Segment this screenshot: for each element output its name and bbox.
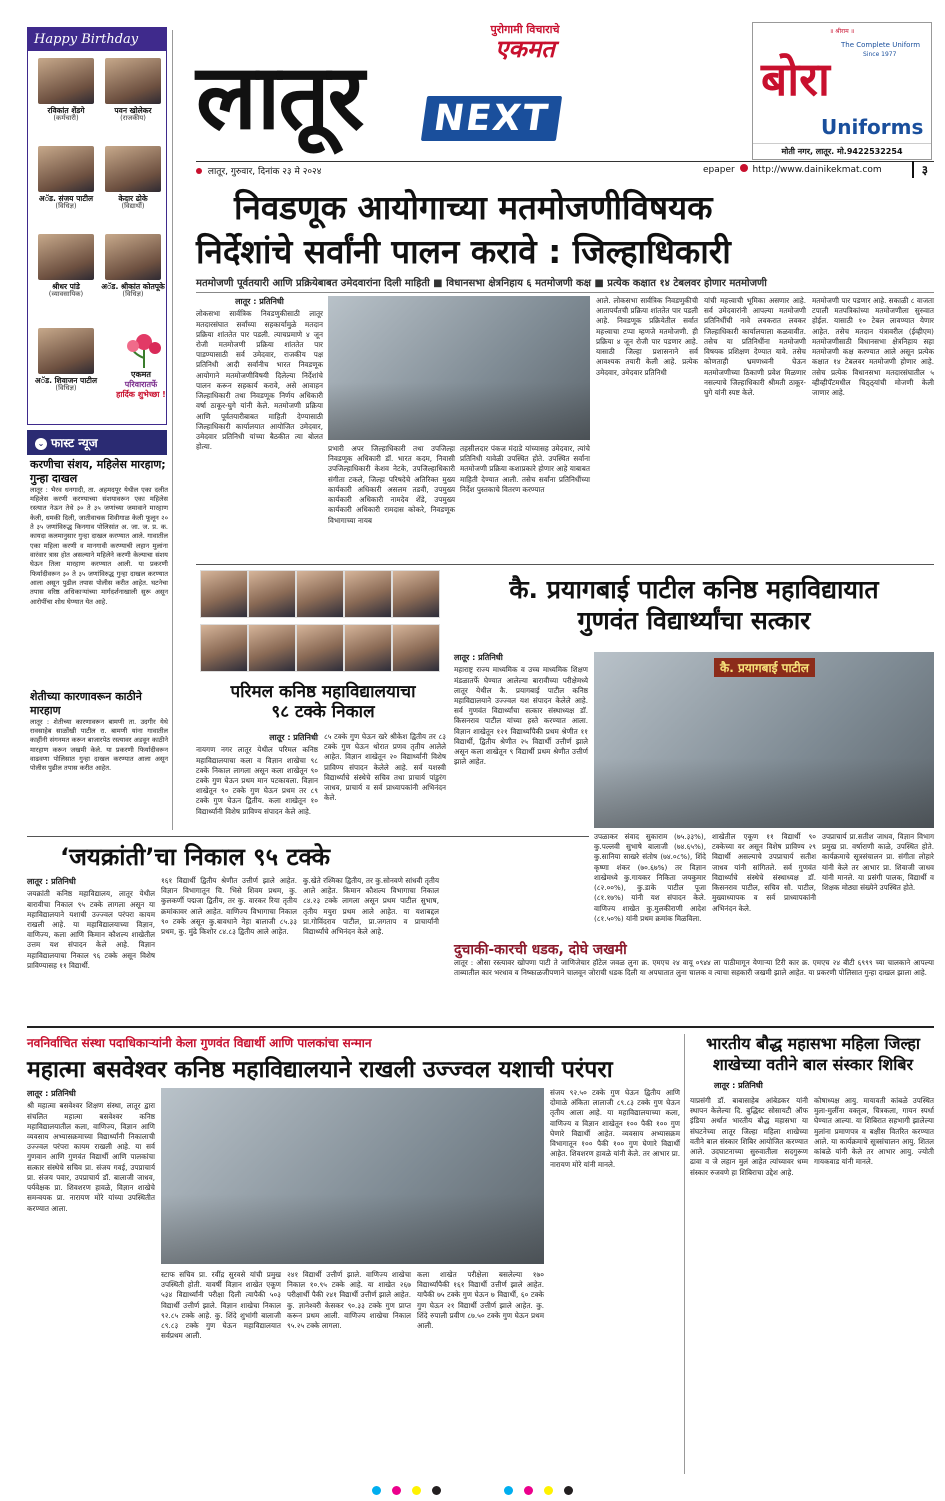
birthday-card (92, 234, 174, 298)
byline: लातूर : प्रतिनिधी (235, 297, 284, 306)
registration-dot (524, 1486, 533, 1495)
student-photo (200, 570, 248, 618)
news-body: लातूर : शेतीच्या कारणावरून बामणी ता. उदगीर येथे रावसाहेब साळोंखी पाटील रा. बामणी यांना गावातील काहींनी संगनमत करून बाजारपेठ रस्त्यावर अडवून काठीने मारहाण करून जखमी केले. या प्रकरणी फिर्यादीवरून वाढवणा पोलिसात गुन्हा दाखल करण्यात आला असून पोलीस पुढील तपास करीत आहेत. (30, 717, 168, 773)
column-divider (684, 1034, 685, 1474)
birthday-card (92, 146, 174, 210)
prayag-headline (454, 574, 934, 637)
wish-line: परिवारातर्फे (124, 380, 158, 389)
ad-top-text: ॥ श्रीराम ॥ (829, 28, 855, 35)
portrait-photo (38, 234, 94, 280)
lead-headline-2: निर्देशांचे सर्वांनी पालन करावे : जिल्हाधिकारी (196, 232, 731, 271)
date-bar (196, 161, 934, 177)
wish-line: हार्दिक शुभेच्छा ! (116, 390, 166, 399)
masthead-next: NEXT (421, 96, 562, 141)
mahatma-col-5: संजय ९२.५० टक्के गुण घेऊन द्वितीय आणि दोमाळे अंकिता लालाजी ८९.८३ टक्के गुण घेऊन तृतीय आला आहे. या महाविद्यालयाच्या कला, वाणिज्य व विज्ञान शाखेतून १०० पैकी १०० गुण घेणारे विद्यार्थी आहेत. व्यवसाय अभ्यासक्रम विभागातून १०० पैकी १०० गुण घेणारे विद्यार्थी आहेत. शिवशरण हावळे यांनी केले. तर आभार प्रा. नारायण मोरे यांनी मानले. (550, 1088, 680, 1169)
prayag-col-4: उपप्राचार्य प्रा.सतीश जाधव, विज्ञान विभाग प्रमुख प्रा. वर्षाराणी काळे, उपस्थित होते. कार्यक्रमाचे सूत्रसंचालन प्रा. संगीता लोहारे यांनी केले तर आभार प्रा. शिवाजी जाधव यांनी मानले. या प्रसंगी पालक, विद्यार्थी व शिक्षक मोठ्या संख्येने उपस्थित होते. (822, 832, 934, 893)
bora-uniforms-ad[interactable] (752, 22, 932, 160)
student-photo (248, 570, 296, 618)
student-photo (296, 570, 344, 618)
person-role: (व्यावसायिक) (48, 290, 84, 298)
globe-icon (740, 164, 748, 172)
article-text: जयक्रांती कनिष्ठ महाविद्यालय, लातूर येथील बारावीचा निकाल ९५ टक्के लागला असून या महाविद्यालयाने यशाची उज्ज्वल परंपरा कायम राखली आहे. या महाविद्यालयाच्या विज्ञान, वाणिज्य, कला आणि किमान कौशल्य शाखेतील उत्तम यश संपादन केले आहे. विज्ञान महाविद्यालयाचा निकाल ९६ टक्के असून विशेष प्राविण्यासह ११ विद्यार्थी. (27, 889, 155, 970)
headline-line: शाखेच्या वतीने बाल संस्कार शिबिर (712, 1054, 914, 1074)
ad-address: मोती नगर, लातूर. मो.9422532254 (753, 143, 931, 159)
registration-dot (564, 1486, 573, 1495)
headline-line: परिमल कनिष्ठ महाविद्यालयाचा (230, 682, 416, 702)
birthday-card (25, 328, 107, 392)
news-headline: शेतीच्या कारणावरून काठीने मारहाण (30, 690, 142, 717)
section-rule (27, 1026, 934, 1028)
chevron-down-icon: ⌄ (35, 438, 47, 450)
mahatma-kicker: नवनिर्वाचित संस्था पदाधिकाऱ्यांनी केला गुणवंत विद्यार्थी आणि पालकांचा सन्मान (27, 1036, 372, 1050)
wish-text (112, 370, 170, 400)
prayag-col-3: शाखेतील एकूण ११ विद्यार्थी ९० टक्केच्या वर असून विशेष प्राविण्य २९ विद्यार्थी असल्याचे उपप्राचार्य सतीश जाधव यांनी सांगितले. सर्व गुणवंत विद्यार्थ्यांचे संस्थेचे संस्थाध्यक्ष डॉ. किसनराव पाटील, सचिव सौ. पाटील, मुख्याध्यापक व सर्व प्राध्यापकांनी अभिनंदन केले. (712, 832, 816, 913)
birthday-card (92, 58, 174, 122)
mahatma-col-2: स्टाफ सचिव प्रा. रवींद्र सुरवसे यांची प्रमुख उपस्थिती होती. यावर्षी विज्ञान शाखेत एकूण ५३४ विद्यार्थ्यांनी परीक्षा दिली त्यापैकी ५०३ विद्यार्थी उत्तीर्ण झाले. विज्ञान शाखेचा निकाल ९२.८५ टक्के आहे. कु. शिंदे शुभांगी बालाजी ८९.८३ टक्के गुण घेऊन महाविद्यालयात सर्वप्रथम आली. (161, 1270, 281, 1341)
byline: लातूर : प्रतिनिधी (27, 1089, 76, 1098)
prayag-col-1 (454, 652, 588, 830)
masthead-title: लातूर (196, 44, 363, 150)
wish-line: एकमत (131, 370, 151, 379)
accident-headline: दुचाकी-कारची धडक, दोघे जखमी (454, 942, 627, 958)
student-portraits (196, 570, 442, 680)
student-photo (392, 624, 440, 672)
parimal-col-2: ८५ टक्के गुण घेऊन खरे श्रीकेश द्वितीय तर ८३ टक्के गुण घेऊन थोरात प्रणव तृतीय आलेले आहेत. विज्ञान शाखेतून २० विद्यार्थ्यांनी विशेष प्राविण्य संपादन केलेले आहे. सर्व यशस्वी विद्यार्थ्यांचे संस्थेचे सचिव तथा प्राचार्य पांडुरंग जाधव, प्राचार्य व सर्व प्राध्यापकांनी अभिनंदन केले. (324, 732, 446, 803)
ad-tagline: The Complete Uniform (841, 41, 921, 49)
epaper-link[interactable] (703, 164, 882, 175)
person-role: (विद्यार्थी) (121, 202, 145, 210)
portrait-photo (38, 328, 94, 374)
student-photo (296, 624, 344, 672)
student-photo (200, 624, 248, 672)
prayag-col-2: उपळाकर संवाद सुकाराम (७५.३३%), कु.पल्लवी सुभाषे बालाजी (७४.६५%), कु.सानिया साखरे संतोष (७४.०८%), शिंदे कृष्णा शंकर (७०.६७%) तर विज्ञान शाखेमध्ये कु.गायकर निकिता जयकुमार (८२.००%), कु.डाके पाटील पूजा (८१.१७%) यांनी यश संपादन केले. वाणिज्य शाखेत कु.मुलकीराणी आदेश (८१.५०%) यांनी प्रथम क्रमांक मिळविला. (594, 832, 706, 923)
ad-brand: बोरा (761, 52, 830, 106)
byline: लातूर : प्रतिनिधी (714, 1081, 763, 1090)
bauddha-headline (690, 1034, 936, 1076)
ad-since: Since 1977 (863, 51, 897, 58)
portrait-photo (38, 146, 94, 192)
registration-dot (432, 1486, 441, 1495)
person-name: पवन खोलेकर (114, 106, 152, 115)
student-photo (392, 570, 440, 618)
headline-line: गुणवंत विद्यार्थ्यांचा सत्कार (577, 606, 811, 636)
student-photo (344, 570, 392, 618)
url-text: http://www.dainikekmat.com (752, 165, 882, 175)
fast-news-item (30, 690, 168, 818)
mahatma-headline: महात्मा बसवेश्वर कनिष्ठ महाविद्यालयाने राखली उज्ज्वल यशाची परंपरा (27, 1057, 613, 1083)
portrait-photo (105, 58, 161, 104)
lead-col-2: प्रभारी अपर जिल्हाधिकारी तथा उपजिल्हा निवडणूक अधिकारी डॉ. भारत कदम, निवासी उपजिल्हाधिकारी केशव नेटके, उपजिल्हाधिकारी संगीता टकले, जिल्हा परिषदेचे अतिरिक्त मुख्य कार्यकारी अधिकारी असलम तडवी, उपमुख्य कार्यकारी अधिकारी नामदेव शेंडे, उपमुख्य कार्यकारी अधिकारी रामदास कोकरे, निवडणूक विभागाच्या नायब (328, 444, 455, 525)
article-text: श्री महात्मा बसवेश्वर शिक्षण संस्था, लातूर द्वारा संचलित महात्मा बसवेश्वर कनिष्ठ महाविद्यालयातील कला, वाणिज्य, विज्ञान आणि व्यवसाय अभ्यासक्रमाच्या विद्यार्थ्यांनी निकालाची उज्ज्वल परंपरा कायम राखली आहे. या सर्व गुणवान आणि गुणवंत विद्यार्थी आणि पालकांचा सत्कार संस्थेचे सचिव प्रा. संजय गवई, उपप्राचार्य प्रा. संजय पवार, उपप्राचार्य डॉ. बालाजी जाधव, पर्यवेक्षक प्रा. शिवशरण हावळे, विज्ञान शाखेचे समन्वयक प्रा. नारायण मोरे यांच्या उपस्थितीत करण्यात आला. (27, 1101, 155, 1213)
ad-brand-en: Uniforms (821, 115, 924, 139)
mahatma-col-3: २४१ विद्यार्थी उत्तीर्ण झाले. वाणिज्य शाखेचा निकाल १०.९५ टक्के आहे. या शाखेत २६७ परीक्षार्थी पैकी २४१ विद्यार्थी उत्तीर्ण झाले आहेत. कु. ज्ञानेश्वरी केसकर ९०.३३ टक्के गुण प्राप्त करून प्रथम आली. वाणिज्य शाखेचा निकाल ९५.२५ टक्के लागला. (287, 1270, 411, 1331)
lead-strap-rule (196, 292, 934, 293)
lead-headline-1: निवडणूक आयोगाच्या मतमोजणीविषयक (234, 188, 713, 227)
news-body: लातूर : भैरव धनगादी, ता. अहमदपूर येथील एका दलीत महिलेस करणी करण्याच्या संशयावरून एका महिलेस रस्त्यात नेऊन तेथे ३० ते ३५ जणांच्या जमावाने मारहाण केली, धमकी दिली, जातीवाचक शिवीगाळ केली फूलून २० ते ३५ जणांविरुद्ध किनगाव पोलिसांत अ. जा. ज. प्र. क. कायदा कलमानुसार गुन्हा दाखल करण्यात आले. गावातील एका महिला करणी व मानगावी करण्याची लहान मुलांना वारंवार त्रास होत असल्याने महिलेने करणी केल्याचा संशय घेऊन तिला मारहाण करण्यात आली. या प्रकरणी फिर्यादीवरून ३० ते ३५ जणांविरुद्ध गुन्हा दाखल करण्यात आला असून पुढील तपास पोलीस करीत आहेत. घटनेचा तपास वरिष्ठ अधिकाऱ्यांच्या मार्गदर्शनाखाली सुरू असून आरोपींचा शोध घेण्यात येत आहे. (30, 485, 168, 606)
registration-dot (544, 1486, 553, 1495)
lead-strap: मतमोजणी पूर्वतयारी आणि प्रक्रियेबाबत उमेदवारांना दिली माहिती ■ विधानसभा क्षेत्रनिहाय ६ मतमोजणी कक्ष ■ प्रत्येक कक्षात १४ टेबलवर होणार मतमोजणी (196, 278, 767, 289)
registration-dot (392, 1486, 401, 1495)
bauddha-col-2: कोषाध्यक्ष आयु. मायावती कांबळे उपस्थित मुला-मुलींना वक्तृत्व, चित्रकला, गायन स्पर्धा घेण्यात आल्या. या शिबिरात सहभागी झालेल्या मुलांना प्रमाणपत्र व बक्षीस वितरित करण्यात आले. या कार्यक्रमाचे सूत्रसंचालन आयु. शितल कांबळे यांनी केले तर आभार आयु. ज्योती गायकवाड यांनी मानले. (814, 1096, 934, 1167)
spacer (453, 1486, 493, 1495)
accident-body: लातूर : औसा रस्त्यावर खोपणा पाटी ते जाणिजेचार हॉटेल जवळ लुना क्र. एमएच २४ वायू ०९४४ ला पाठीमागून येणाऱ्या टिरी कार क्र. एमएच २४ बीटी ६९९९ च्या चालकाने आपल्या ताब्यातील कार भरधाव व निष्काळजीपणाने चालवून जोराची धडक दिली या अपघातात लुना चालक व त्याचा सहकारी जखमी झाले आहेत. या प्रकरणी पोलिसात गुन्हा दाखल झाला आहे. (454, 958, 934, 978)
person-name: रविकांत शेंडगे (47, 106, 85, 115)
portrait-photo (38, 58, 94, 104)
flower-icon (124, 328, 164, 368)
color-registration-marks (0, 1480, 945, 1499)
person-name: श्रीधर पांडे (52, 282, 80, 291)
student-photo (344, 624, 392, 672)
bauddha-col-1: याप्रसंगी डॉ. बाबासाहेब आंबेडकर यांनी स्थापन केलेल्या दि. बुद्धिस्ट सोसायटी ऑफ इंडिया अर्थात भारतीय बौद्ध महासभा या संघटनेच्या लातूर जिल्हा महिला शाखेच्या वतीने बाल संस्कार शिबिर आयोजित करण्यात आले. उदघाटनाच्या सुरुवातीला सदगुरूण ढावा व जे लहान मुलं आहेत त्यांच्यावर धम्म संस्कार रुजवणे हा शिबिराचा उद्देश आहे. (690, 1096, 808, 1177)
person-name: केदार ढोके (118, 194, 148, 203)
headline-line: कै. प्रयागबाई पाटील कनिष्ठ महाविद्यायात (509, 575, 879, 604)
dateline: लातूर, गुरुवार, दिनांक २३ मे २०२४ (207, 167, 322, 177)
fast-news-item (30, 458, 168, 708)
calendar-icon (196, 168, 202, 174)
byline: लातूर : प्रतिनिधी (27, 877, 76, 886)
section-rule (196, 564, 934, 565)
person-role: (विधिज्ञ) (55, 202, 77, 210)
parimal-headline (196, 682, 450, 723)
person-role: (कर्मचारी) (53, 114, 79, 122)
headline-line: भारतीय बौद्ध महासभा महिला जिल्हा (706, 1034, 920, 1053)
byline: लातूर : प्रतिनिधी (454, 653, 503, 662)
person-role: (विधिज्ञ) (122, 290, 144, 298)
fast-news-heading (27, 430, 167, 455)
registration-dot (504, 1486, 513, 1495)
byline: लातूर : प्रतिनिधी (269, 733, 318, 742)
article-text: महाराष्ट्र राज्य माध्यमिक व उच्च माध्यमिक शिक्षण मंडळातर्फे घेण्यात आलेल्या बारावीच्या परीक्षेमध्ये लातूर येथील कै. प्रयागबाई पाटील कनिष्ठ महाविद्यालयाने उज्ज्वल यश संपादन केलेले आहे. सर्व गुणवंत विद्यार्थ्यांचा सत्कार संस्थाध्यक्ष डॉ. किसनराव पाटील यांच्या हस्ते करण्यात आला. विज्ञान शाखेतून १२१ विद्यार्थ्यांपैकी प्रथम श्रेणीत ११ विद्यार्थी, द्वितीय श्रेणीत २५ विद्यार्थी उत्तीर्ण झाले असून कला शाखेतून ९ विद्यार्थी प्रथम श्रेणीत उत्तीर्ण झाले आहेत. (454, 665, 588, 767)
mahatma-col-4: कला शाखेत परीक्षेला बसलेल्या १७० विद्यार्थ्यांपैकी १६१ विद्यार्थी उत्तीर्ण झाले आहेत. यापैकी ७५ टक्के गुण घेऊन ७ विद्यार्थी, ६० टक्के गुण घेऊन २१ विद्यार्थी उत्तीर्ण झाले आहेत. कु. शिंदे रुपाली प्रवीण ८७.५० टक्के गुण घेऊन प्रथम आली. (417, 1270, 544, 1331)
masthead-paper-name: एकमत (495, 35, 555, 63)
person-name: अॅड. शिवाजन पाटील (34, 376, 98, 385)
masthead-paper (470, 22, 580, 61)
mahatma-photo (161, 1088, 544, 1264)
news-headline: करणीचा संशय, महिलेस मारहाण; गुन्हा दाखल (30, 458, 166, 485)
page-number: ३ (912, 161, 928, 178)
parimal-col-1 (196, 732, 318, 832)
column-divider (172, 30, 173, 830)
jayakranti-col-3: कु.खेते रश्मिका द्वितीय, तर कु.सोनवणे सांधवी तृतीय आले आहेत. किमान कौशल्य विभागाचा निकाल ८४.२३ टक्के लागला असून प्रथम पाटील सुभाष, तृतीय मयुरा प्रथम आले आहेत. या यशाबद्दल प्रा.गोविंदराव पाटील, प्रा.जगताप व प्राचार्यांनी विद्यार्थ्यांचे अभिनंदन केले आहे. (303, 876, 439, 937)
lead-col-1b (196, 446, 323, 560)
person-role: (विधिज्ञ) (55, 384, 77, 392)
headline-line: ९८ टक्के निकाल (271, 702, 375, 723)
birthday-heading: Happy Birthday (28, 28, 166, 51)
felicitation-photo (594, 652, 934, 828)
portrait-photo (105, 146, 161, 192)
jayakranti-col-2: १६१ विद्यार्थी द्वितीय श्रेणीत उत्तीर्ण झाले आहेत. विज्ञान विभागातून चि. भिसे शिवम प्रथम, कु. कुलकर्णी पद्मजा द्वितीय, तर कु. वारकर रिया तृतीय क्रमांकावर आले आहेत. वाणिज्य विभागाचा निकाल ९० टक्के असून कु.बावधाने नेहा बालाजी ८५.३३ प्रथम, कु. मुंढे किशोर ८४.८३ द्वितीय आले आहेत. (161, 876, 297, 937)
section-rule (27, 836, 589, 837)
person-name: अॅड. श्रीकांत कोतपूके (101, 282, 165, 291)
person-name: अॅड. संजय पाटील (38, 194, 94, 203)
article-text: नायगण नगर लातूर येथील परिमल कनिष्ठ महाविद्यालयाचा कला व विज्ञान शाखेचा ९८ टक्के निकाल लागला असून कला शाखेतून ९० टक्के गुण घेऊन प्रथम मान पटकावला. विज्ञान शाखेतून ९० टक्के गुण घेऊन प्रथम तर ८९ टक्के गुण घेऊन द्वितीय. कला शाखेतून १० विद्यार्थ्यांनी विशेष प्राविण्य संपादन केले आहे. (196, 745, 318, 816)
student-photo (248, 624, 296, 672)
lead-col-3: तहसीलदार पंकज मंदाडे यांच्यासह उमेदवार, त्यांचे प्रतिनिधी यावेळी उपस्थित होते. उपस्थित सर्वांना मतमोजणी प्रक्रिया कशाप्रकारे होणार आहे याबाबत माहिती देण्यात आली. तसेच सर्वांना प्रतिनिधींच्या निर्देश पुस्तकाचे वितरण करण्यात (460, 444, 590, 494)
lead-col-6: मतमोजणी पार पडणार आहे. सकाळी ८ वाजता टपाली मतपत्रिकांच्या मतमोजणीला सुरुवात होईल. यासाठी १० टेबल लावण्यात येणार आहेत. तसेच मतदान यंत्रावरील (ईव्हीएम) मतमोजणीसाठी विधानसभा क्षेत्रनिहाय सहा मतमोजणी कक्ष करण्यात आले असून प्रत्येक कक्षात १४ टेबलवर मतमोजणी होणार आहे. तसेच प्रत्येक विधानसभा मतदारसंघातील ५ व्हीव्हीपॅटमधील चिठ्ठ्यांची मोजणी केली जाणार आहे. (812, 296, 934, 397)
fast-news-title: फास्ट न्यूज (51, 436, 98, 450)
jayakranti-col-1 (27, 876, 155, 1022)
masthead-tagline: पुरोगामी विचाराचे (490, 23, 560, 36)
portrait-photo (105, 234, 161, 280)
jayakranti-headline: ‘जयक्रांती’चा निकाल ९५ टक्के (60, 843, 331, 871)
lead-col-5: यांची महत्त्वाची भूमिका असणार आहे. सर्व उमेदवारांनी आपल्या मतमोजणी प्रतिनिधींची नावे लवकरात लवकर जिल्हाधिकारी कार्यालयाला कळवावीत. तसेच या प्रतिनिधींना मतमोजणी विषयक प्रशिक्षण देण्यात यावे. तसेच कोणताही भ्रमणध्वनी घेऊन मतमोजणीच्या ठिकाणी प्रवेश मिळणार नसल्याचे जिल्हाधिकारी श्रीमती ठाकूर-घुगे यांनी स्पष्ट केले. (704, 296, 806, 397)
birthday-panel (27, 27, 167, 425)
mahatma-col-1 (27, 1088, 155, 1468)
lead-col-4: आले. लोकसभा सार्वत्रिक निवडणुकीची आतापर्यंतची प्रक्रिया शांततेत पार पडली आहे. निवडणूक प्रक्रियेतील सर्वात महत्त्वाचा टप्पा म्हणजे मतमोजणी. ही प्रक्रिया ४ जून रोजी पार पडणार आहे. यासाठी जिल्हा प्रशासनाने सर्व आवश्यक तयारी केली आहे. प्रत्येक उमेदवार, उमेदवार प्रतिनिधी (596, 296, 698, 377)
registration-dot (372, 1486, 381, 1495)
article-text: लोकसभा सार्वत्रिक निवडणुकीसाठी लातूर मतदारसंघात सर्वांच्या सहकार्यामुळे मतदान प्रक्रिया शांततेत पार पडली. त्याचप्रमाणे ४ जून रोजी मतमोजणी प्रक्रिया शांततेत पार पाडण्यासाठी सर्व उमेदवार, राजकीय पक्ष प्रतिनिधी आदी सर्वांनीच भारत निवडणूक आयोगाने मतमोजणीविषयी दिलेल्या निर्देशांचे पालन करून सहकार्य करावे, असे आवाहन जिल्हाधिकारी तथा निवडणूक निर्णय अधिकारी वर्षा ठाकूर-घुगे यांनी केले. मतमोजणी प्रक्रिया आणि पूर्वतयारीबाबत माहिती देण्यासाठी जिल्हाधिकारी कार्यालयात आयोजित उमेदवार, उमेदवार प्रतिनिधी यांच्या बैठकीत त्या बोलत होत्या. (196, 309, 323, 452)
epaper-label: epaper (703, 165, 735, 175)
meeting-photo (328, 296, 590, 440)
lead-col-1 (196, 296, 323, 452)
photo-banner: कै. प्रयागबाई पाटील (714, 658, 815, 677)
person-role: (राजकीय) (120, 114, 146, 122)
registration-dot (412, 1486, 421, 1495)
